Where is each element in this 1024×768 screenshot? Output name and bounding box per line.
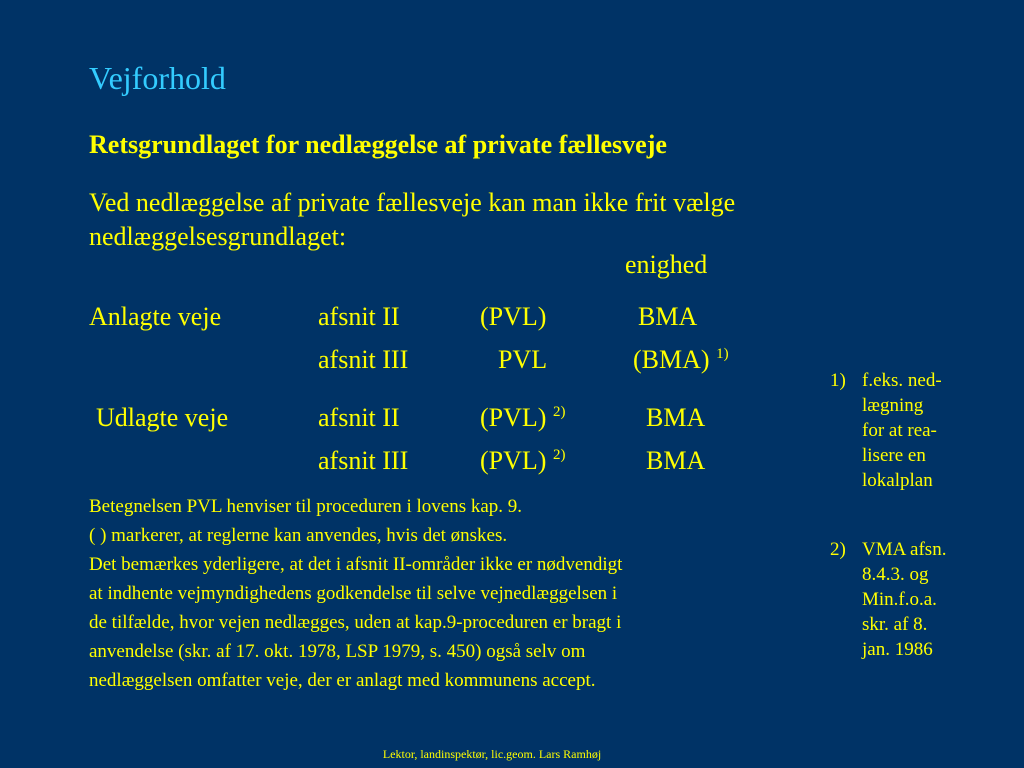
note-line: nedlæggelsen omfatter veje, der er anlagt med kommunens accept. (89, 670, 596, 691)
pvl-footnote-ref: 2) (552, 404, 566, 420)
footnote-line: f.eks. ned- (862, 370, 942, 391)
footnote-number: 1) (830, 370, 846, 391)
pvl-value: (PVL) (480, 446, 547, 475)
footer-credit: Lektor, landinspektør, lic.geom. Lars Ramhøj (382, 747, 602, 761)
slide-title: Vejforhold (89, 60, 226, 96)
bma-value: BMA (638, 302, 698, 331)
pvl-cell (498, 343, 547, 377)
footnote-line: lokalplan (862, 470, 933, 491)
footnote-line: for at rea- (862, 420, 937, 441)
footnote-line: lisere en (862, 445, 926, 466)
road-type-label: Udlagte veje (96, 403, 229, 432)
footnote-line: 8.4.3. og (862, 564, 929, 585)
section-label: afsnit III (318, 446, 409, 475)
pvl-cell (480, 401, 565, 435)
notes-block (89, 492, 622, 695)
enighed-label: enighed (625, 250, 708, 279)
footnote-line: jan. 1986 (862, 639, 933, 660)
footnote-number: 2) (830, 539, 846, 560)
note-line: at indhente vejmyndighedens godkendelse til selve vejnedlæggelsen i (89, 583, 618, 604)
pvl-cell (480, 444, 565, 478)
bma-cell (633, 343, 729, 377)
note-line: ( ) markerer, at reglerne kan anvendes, hvis det ønskes. (89, 525, 508, 546)
intro-text: Ved nedlæggelse af private fællesveje kan man ikke frit vælge nedlæggelsesgrundlaget: (89, 188, 736, 251)
section-label: afsnit II (318, 302, 400, 331)
bma-cell (638, 300, 697, 334)
note-line: de tilfælde, hvor vejen nedlægges, uden at kap.9-proceduren er bragt i (89, 612, 622, 633)
road-type-label: Anlagte veje (89, 302, 222, 331)
footnote-text (862, 537, 946, 662)
footnote-line: Min.f.o.a. (862, 589, 937, 610)
note-line: Det bemærkes yderligere, at det i afsnit II-områder ikke er nødvendigt (89, 554, 623, 575)
footnote-line: lægning (862, 395, 924, 416)
bma-value: BMA (646, 446, 706, 475)
pvl-value: (PVL) (480, 302, 547, 331)
bma-cell (646, 401, 705, 435)
bma-value: BMA (646, 403, 706, 432)
footnote-line: VMA afsn. (862, 539, 947, 560)
note-line: Betegnelsen PVL henviser til proceduren i lovens kap. 9. (89, 496, 523, 517)
pvl-value: (PVL) (480, 403, 547, 432)
pvl-footnote-ref: 2) (552, 447, 566, 463)
pvl-cell (480, 300, 546, 334)
note-line: anvendelse (skr. af 17. okt. 1978, LSP 1979, s. 450) også selv om (89, 641, 586, 662)
section-label: afsnit III (318, 345, 409, 374)
footnote-text (862, 368, 942, 493)
pvl-value: PVL (498, 345, 548, 374)
slide-subtitle: Retsgrundlaget for nedlæggelse af private fællesveje (89, 130, 667, 159)
bma-cell (646, 444, 705, 478)
bma-footnote-ref: 1) (716, 346, 729, 362)
bma-value: (BMA) (633, 345, 710, 374)
section-label: afsnit II (318, 403, 400, 432)
footnote-line: skr. af 8. (862, 614, 928, 635)
